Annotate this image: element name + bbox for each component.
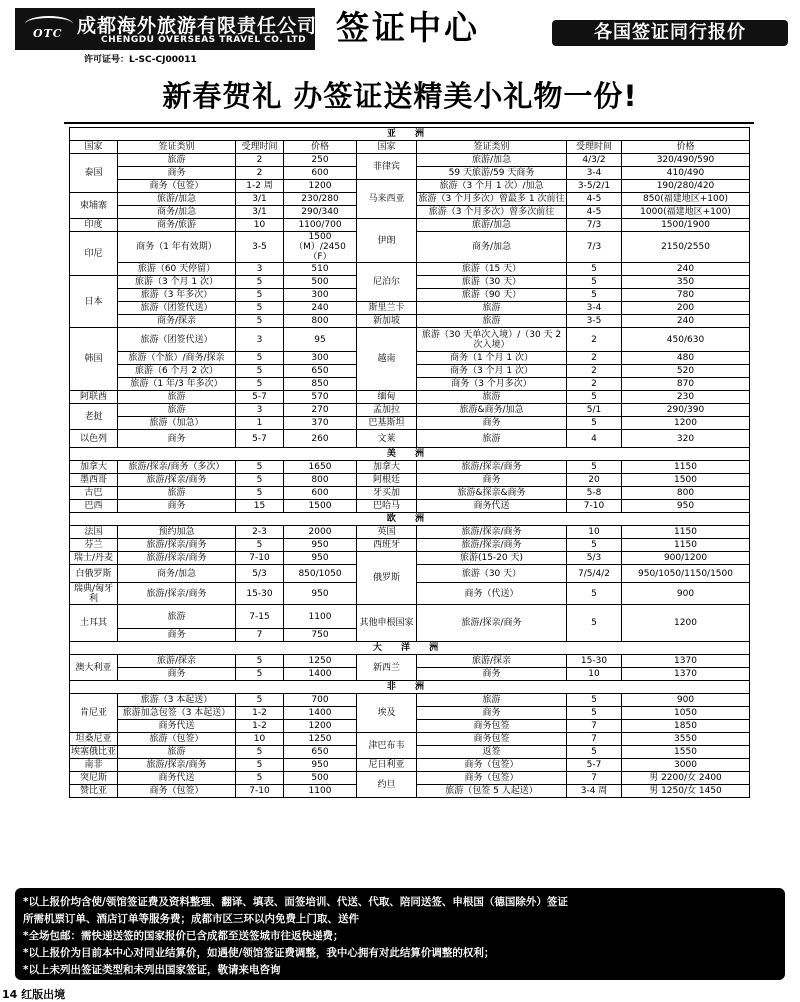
table-row: 墨西哥 旅游/探亲/商务 5 800 阿根廷 商务 20 1500 xyxy=(70,474,750,487)
table-row: 南非 旅游/探亲/商务 5 950 尼日利亚 商务（包签） 5-7 3000 xyxy=(70,759,750,772)
table-row: 印度 商务/旅游 10 1100/700 伊朗 旅游/加急 7/3 1500/1900 xyxy=(70,219,750,232)
table-row: 商务代送 1-2 1200 商务包签 7 1850 xyxy=(70,720,750,733)
table-row: 日本 旅游（3 个月 1 次） 5 500 旅游（30 天） 5 350 xyxy=(70,276,750,289)
promo-banner: 新春贺礼 办签证送精美小礼物一份! xyxy=(162,79,638,113)
visa-price-table xyxy=(69,127,750,798)
table-row: 旅游加急包签（3 本起送） 1-2 1400 商务 5 1050 xyxy=(70,707,750,720)
table-row: 泰国 旅游 2 250 菲律宾 旅游/加急 4/3/2 320/490/590 xyxy=(70,154,750,167)
divider xyxy=(64,122,754,124)
table-row: 澳大利亚 旅游/探亲 5 1250 新西兰 旅游/探亲 15-30 1370 xyxy=(70,655,750,668)
table-row: 瑞士/丹麦 旅游/探亲/商务 7-10 950 俄罗斯 旅游(15-20 天) 5/3 900/1200 xyxy=(70,552,750,565)
table-row: 旅游（60 天停留） 3 510 尼泊尔 旅游（15 天） 5 240 xyxy=(70,263,750,276)
table-row: 以色列 商务 5-7 260 文莱 旅游 4 320 xyxy=(70,430,750,448)
header xyxy=(0,0,800,65)
table-row: 旅游（1 年/3 年多次） 5 850 商务（3 个月多次） 2 870 xyxy=(70,378,750,391)
page-title: 签证中心 xyxy=(336,8,480,47)
table-row: 商务/加急 3/1 290/340 旅游（3 个月多次）曾多次前往 4-5 1000(福建地区+100) xyxy=(70,206,750,219)
table-row: 旅游（个旅）/商务/探亲 5 300 商务（1 个月 1 次） 2 480 xyxy=(70,352,750,365)
table-row: 肯尼亚 旅游（3 本起送） 5 700 埃及 旅游 5 900 xyxy=(70,694,750,707)
table-row: 商务 7 750 xyxy=(70,629,750,642)
header-row: 国家 签证类别 受理时间 价格 国家 签证类别 受理时间 价格 xyxy=(70,141,750,154)
note-line: *以上报价均含使/领馆签证费及资料整理、翻译、填表、面签培训、代送、代取、陪同送签、申根国（德国除外）签证 xyxy=(23,896,568,908)
table-row: 埃塞俄比亚 旅游 5 650 返签 5 1550 xyxy=(70,746,750,759)
section-america: 美 洲 xyxy=(70,448,750,461)
company-name-en: CHENGDU OVERSEAS TRAVEL CO. LTD xyxy=(101,35,307,45)
table-row: 瑞典/匈牙利 旅游/探亲/商务 15-30 950 商务（代送） 5 900 xyxy=(70,583,750,605)
table-row: 旅游（团签代送） 5 240 斯里兰卡 旅游 3-4 200 xyxy=(70,302,750,315)
otc-logo-icon: OTC xyxy=(23,13,75,45)
table-row: 商务（包签） 1-2 周 1200 马来西亚 旅游（3 个月 1 次）/加急 3-5/2/1 190/280/420 xyxy=(70,180,750,193)
company-logo-box xyxy=(15,8,318,50)
note-line: *全场包邮：需快递送签的国家报价已含成都至送签城市往返快递费； xyxy=(23,930,344,942)
section-asia: 亚 洲 xyxy=(70,128,750,141)
table-row: 古巴 旅游 5 600 牙买加 旅游&探亲&商务 5-8 800 xyxy=(70,487,750,500)
table-row: 白俄罗斯 商务/加急 5/3 850/1050 旅游（30 天） 7/5/4/2 950/1050/1150/1500 xyxy=(70,565,750,583)
table-row: 加拿大 旅游/探亲/商务（多次） 5 1650 加拿大 旅游/探亲/商务 5 1150 xyxy=(70,461,750,474)
table-row: 阿联酋 旅游 5-7 570 缅甸 旅游 5 230 xyxy=(70,391,750,404)
section-oceania: 大 洋 洲 xyxy=(70,642,750,655)
page-footer: 14 红版出境 xyxy=(2,988,66,1001)
table-row: 突尼斯 商务代送 5 500 约旦 商务（包签） 7 男 2200/女 2400 xyxy=(70,772,750,785)
table-row: 柬埔寨 旅游/加急 3/1 230/280 旅游（3 个月多次）曾最多 1 次前往 4-5 850(福建地区+100) xyxy=(70,193,750,206)
table-row: 旅游（6 个月 2 次） 5 650 商务（3 个月 1 次） 2 520 xyxy=(70,365,750,378)
table-row: 旅游（加急） 1 370 巴基斯坦 商务 5 1200 xyxy=(70,417,750,430)
table-row: 法国 预约加急 2-3 2000 英国 旅游/探亲/商务 10 1150 xyxy=(70,526,750,539)
page-subtitle: 各国签证同行报价 xyxy=(552,20,788,46)
company-name-cn: 成都海外旅游有限责任公司 xyxy=(77,15,318,37)
table-row: 商务/探亲 5 800 新加坡 旅游 3-5 240 xyxy=(70,315,750,328)
table-row: 旅游（3 年多次） 5 300 旅游（90 天） 5 780 xyxy=(70,289,750,302)
table-row: 赞比亚 商务（包签） 7-10 1100 旅游（包签 5 人起送） 3-4 周 男 1250/女 1450 xyxy=(70,785,750,798)
notes-box xyxy=(15,888,785,980)
table-row: 老挝 旅游 3 270 孟加拉 旅游&商务/加急 5/1 290/390 xyxy=(70,404,750,417)
table-row: 巴西 商务 15 1500 巴哈马 商务代送 7-10 950 xyxy=(70,500,750,513)
note-line: *以上未列出签证类型和未列出国家签证，敬请来电咨询 xyxy=(23,964,281,976)
table-row: 印尼 商务（1 年有效期） 3-5 1500（M）/2450（F） 商务/加急 7/3 2150/2550 xyxy=(70,232,750,263)
table-row: 芬兰 旅游/探亲/商务 5 950 西班牙 旅游/探亲/商务 5 1150 xyxy=(70,539,750,552)
note-line: 所需机票订单、酒店订单等服务费；成都市区三环以内免费上门取、送件 xyxy=(23,913,359,925)
license-number: 许可证号：L-SC-CJ00011 xyxy=(84,55,197,65)
table-row: 商务 2 600 59 天旅游/59 天商务 3-4 410/490 xyxy=(70,167,750,180)
table-row: 商务 5 1400 商务 10 1370 xyxy=(70,668,750,681)
section-africa: 非 洲 xyxy=(70,681,750,694)
section-europe: 欧 洲 xyxy=(70,513,750,526)
table-row: 韩国 旅游（团签代送） 3 95 越南 旅游（30 天单次入境）/（30 天 2 次入境） 2 450/630 xyxy=(70,328,750,352)
table-row: 坦桑尼亚 旅游（包签） 10 1250 津巴布韦 商务包签 7 3550 xyxy=(70,733,750,746)
table-row: 土耳其 旅游 7-15 1100 其他申根国家 旅游/探亲/商务 5 1200 xyxy=(70,605,750,629)
note-line: *以上报价为目前本中心对同业结算价，如遇使/领馆签证费调整，我中心拥有对此结算价调整的权利； xyxy=(23,947,495,959)
